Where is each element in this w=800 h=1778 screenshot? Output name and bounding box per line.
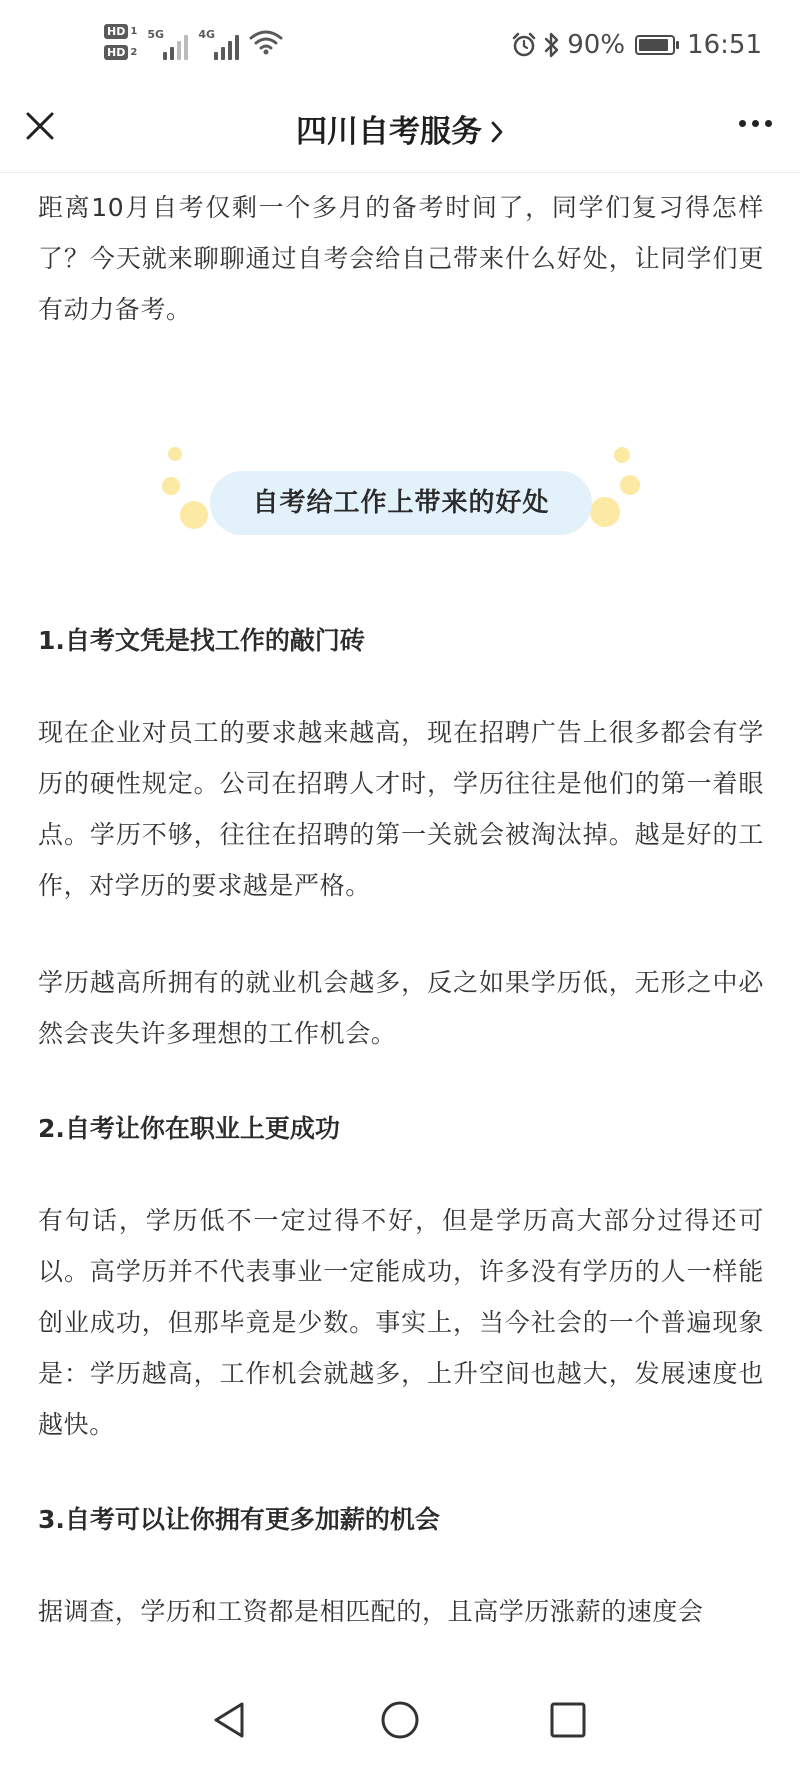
decor-dot	[162, 477, 180, 495]
hd-label: HD	[104, 24, 128, 39]
signal-5g	[147, 24, 188, 60]
bluetooth-icon	[543, 31, 561, 59]
battery-icon	[635, 35, 675, 55]
more-icon-dot	[752, 120, 759, 127]
hd-sim1-badge	[104, 24, 137, 39]
battery-percent: 90%	[567, 30, 626, 60]
more-button[interactable]	[739, 120, 772, 127]
more-icon-dot	[765, 120, 772, 127]
section-banner	[38, 445, 764, 555]
signal-bars-icon	[214, 34, 239, 60]
decor-dot	[590, 497, 620, 527]
network-type-label: 5G	[147, 28, 164, 41]
clock: 16:51	[687, 30, 762, 60]
section-1-paragraph-1: 现在企业对员工的要求越来越高，现在招聘广告上很多都会有学历的硬性规定。公司在招聘人才时，学历往往是他们的第一着眼点。学历不够，往往在招聘的第一关就会被淘汰掉。越是好的工作，对学历的要求越是严格。	[38, 718, 764, 900]
back-triangle-icon	[208, 1698, 252, 1742]
section-2-paragraph-1: 有句话，学历低不一定过得不好，但是学历高大部分过得还可以。高学历并不代表事业一定能成功，许多没有学历的人一样能创业成功，但那毕竟是少数。事实上，当今社会的一个普遍现象是：学历越高，工作机会就越多，上升空间也越大，发展速度也越快。	[38, 1206, 764, 1439]
sim-number: 2	[130, 47, 138, 58]
decor-dot	[168, 447, 182, 461]
hd-sim2-badge	[104, 45, 137, 60]
home-button[interactable]	[378, 1698, 422, 1742]
back-button[interactable]	[208, 1698, 252, 1742]
recents-button[interactable]	[546, 1698, 590, 1742]
signal-bars-icon	[163, 34, 188, 60]
section-heading-3: 3.自考可以让你拥有更多加薪的机会	[38, 1505, 440, 1534]
banner-title: 自考给工作上带来的好处	[210, 471, 592, 535]
recents-square-icon	[546, 1698, 590, 1742]
intro-paragraph: 距离10月自考仅剩一个多月的备考时间了，同学们复习得怎样了？今天就来聊聊通过自考会给自己带来什么好处，让同学们更有动力备考。	[38, 193, 764, 324]
sim-number: 1	[130, 26, 138, 37]
decor-dot	[620, 475, 640, 495]
chevron-right-icon	[490, 116, 504, 152]
section-heading-1: 1.自考文凭是找工作的敲门砖	[38, 626, 365, 655]
page-title-text: 四川自考服务	[296, 114, 482, 150]
page-title[interactable]	[0, 106, 800, 152]
alarm-icon	[511, 32, 537, 58]
hd-indicators	[104, 24, 137, 60]
network-type-label: 4G	[198, 28, 215, 41]
wifi-icon	[249, 29, 283, 55]
status-bar	[0, 0, 800, 90]
section-heading-2: 2.自考让你在职业上更成功	[38, 1114, 340, 1143]
battery-fill	[639, 39, 668, 51]
status-right-indicators	[511, 30, 762, 60]
signal-4g	[198, 24, 239, 60]
system-nav-bar	[0, 1668, 800, 1778]
title-bar	[0, 90, 800, 173]
decor-dot	[614, 447, 630, 463]
decor-dot	[180, 501, 208, 529]
home-circle-icon	[378, 1698, 422, 1742]
hd-label: HD	[104, 45, 128, 60]
section-1-paragraph-2: 学历越高所拥有的就业机会越多，反之如果学历低，无形之中必然会丧失许多理想的工作机会。	[38, 968, 764, 1048]
more-icon-dot	[739, 120, 746, 127]
status-left-indicators	[104, 24, 283, 60]
article-body	[38, 172, 764, 1637]
section-3-paragraph-1: 据调查，学历和工资都是相匹配的，且高学历涨薪的速度会	[38, 1597, 704, 1626]
